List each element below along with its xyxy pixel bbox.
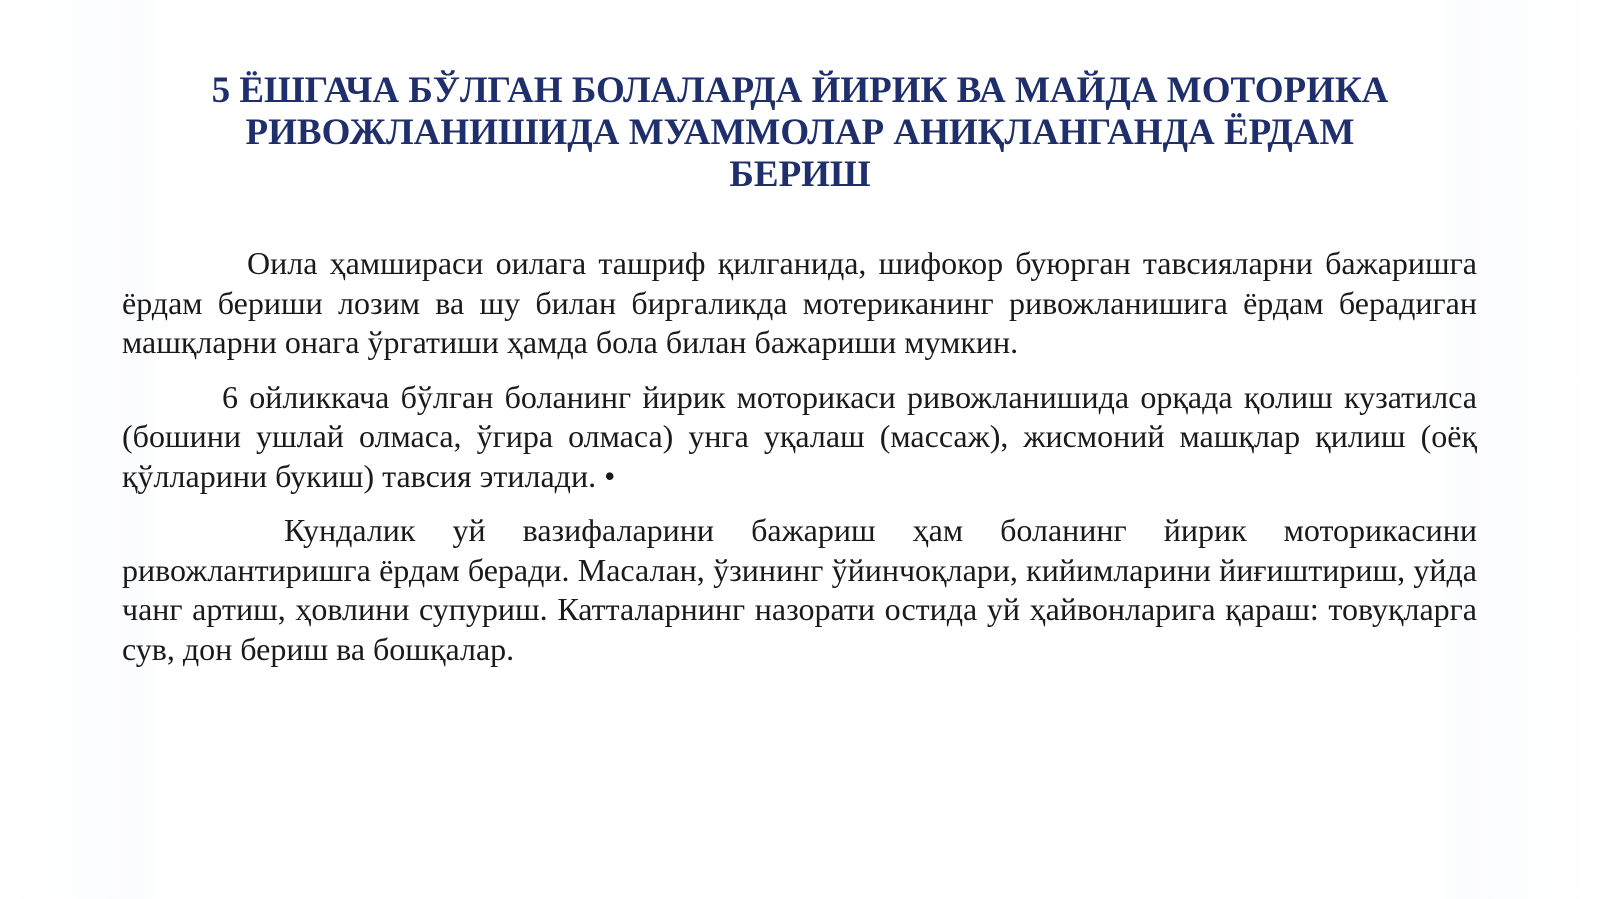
slide-title (150, 70, 1450, 196)
slide-body (122, 244, 1477, 684)
slide-title-line-2: РИВОЖЛАНИШИДА МУАММОЛАР АНИҚЛАНГАНДА ЁРДАМ (245, 112, 1355, 153)
paragraph-nurse-visit: Оила ҳамшираси оилага ташриф қилганида, шифокор буюрган тавсияларни бажаришга ёрдам бериши лозим ва шу билан биргаликда мотериканинг ривожланишига ёрдам берадиган машқларни онага ўргатиши ҳамда бола билан бажариши мумкин. (122, 245, 1477, 360)
slide-title-line-1: 5 ЁШГАЧА БЎЛГАН БОЛАЛАРДА ЙИРИК ВА МАЙДА МОТОРИКА (211, 70, 1389, 111)
paragraph-six-months: 6 ойликкача бўлган боланинг йирик моторикаси ривожланишида орқада қолиш кузатилса (бошини ушлай олмаса, ўгира олмаса) унга уқалаш (массаж), жисмоний машқлар қилиш (оёқ қўлларини букиш) тавсия этилади. • (122, 378, 1477, 494)
slide-title-line-3: БЕРИШ (729, 154, 871, 195)
paragraph-household-tasks: Кундалик уй вазифаларини бажариш ҳам боланинг йирик моторикасини ривожлантиришга ёрдам беради. Масалан, ўзининг ўйинчоқлари, кийимларини йиғиштириш, уйда чанг артиш, ҳовлини супуриш. Катталарнинг назорати остида уй ҳайвонларига қараш: товуқларга сув, дон бериш ва бошқалар. (122, 512, 1477, 667)
